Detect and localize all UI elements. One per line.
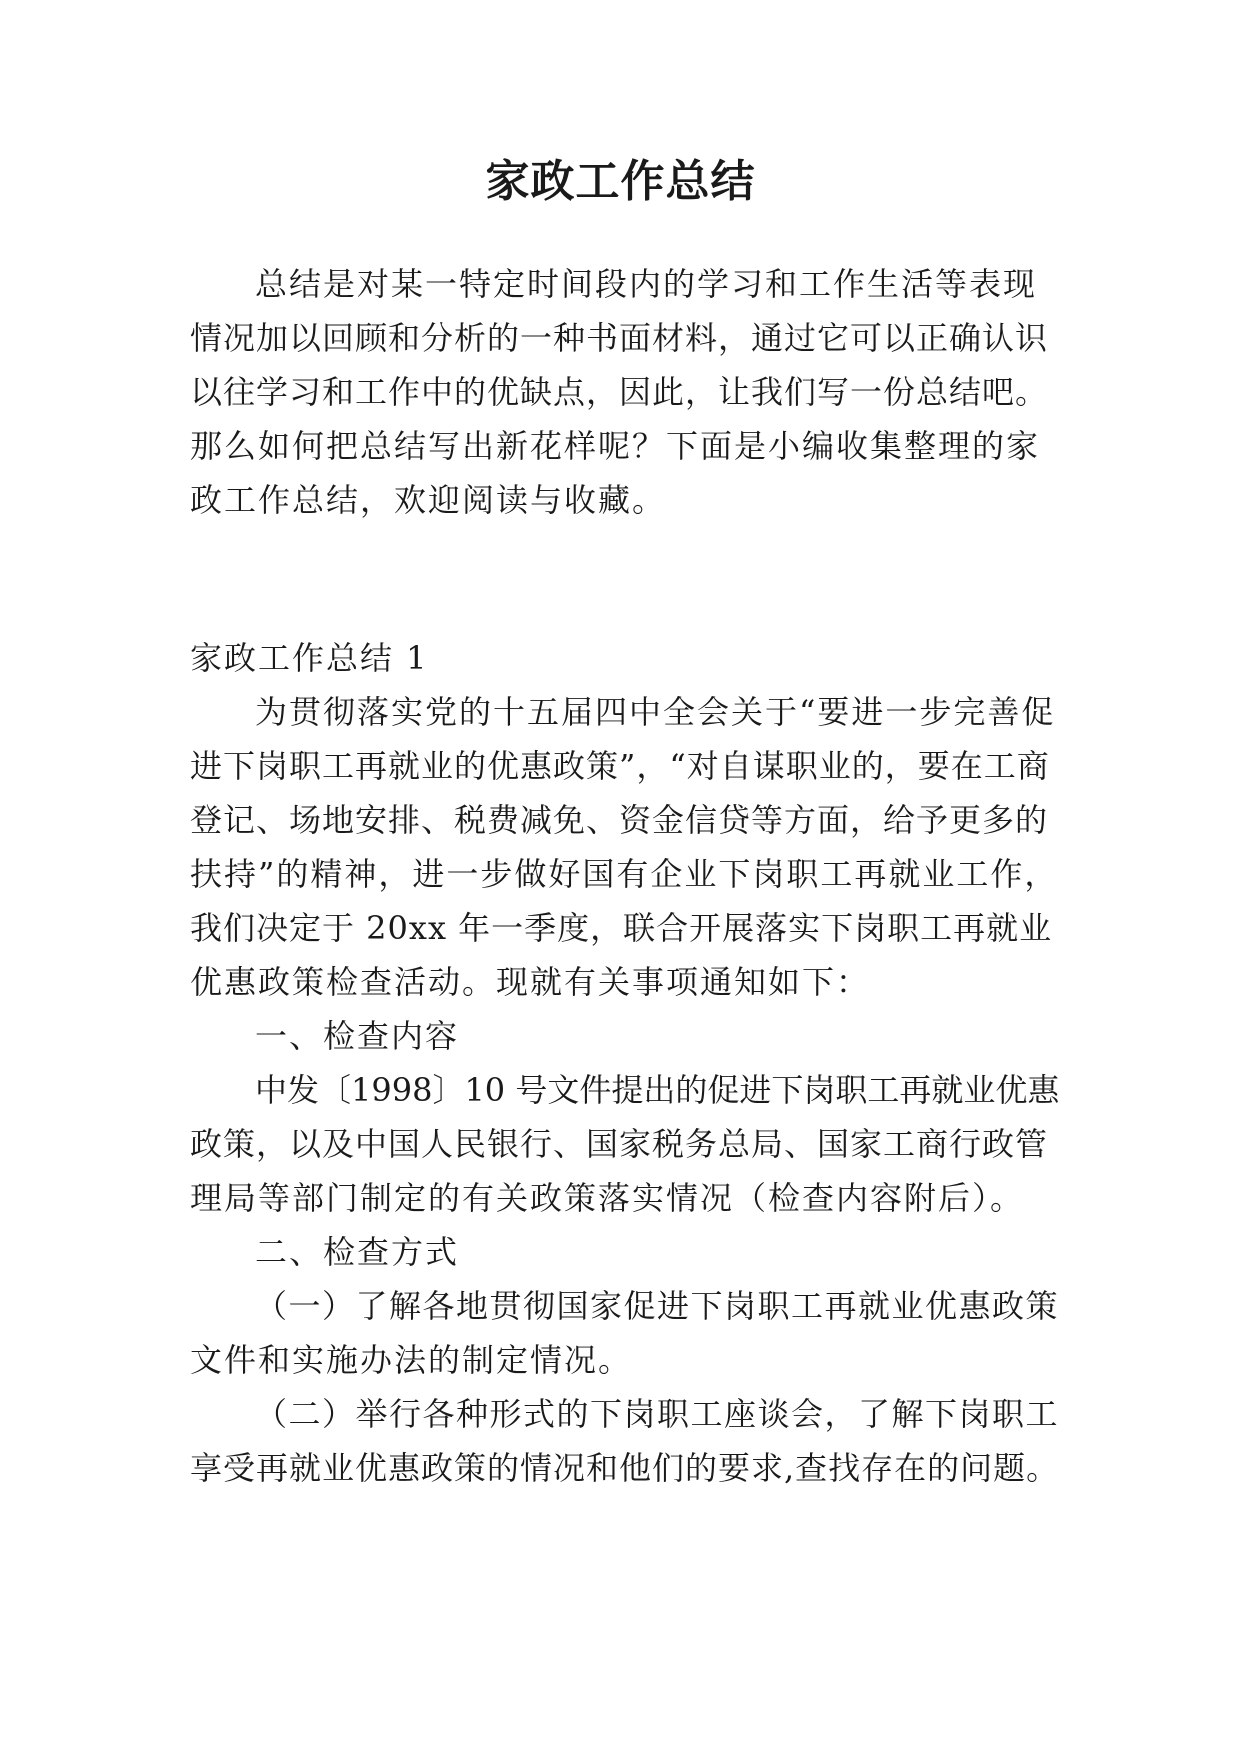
intro-line: 以往学习和工作中的优缺点，因此，让我们写一份总结吧。 xyxy=(190,373,1049,411)
intro-line: 政工作总结，欢迎阅读与收藏。 xyxy=(190,481,667,519)
body-line: （一）了解各地贯彻国家促进下岗职工再就业优惠政策 xyxy=(255,1287,1060,1325)
intro-line: 那么如何把总结写出新花样呢？下面是小编收集整理的家 xyxy=(190,427,1041,465)
section-heading: 家政工作总结 1 xyxy=(190,639,429,677)
body-line: （二）举行各种形式的下岗职工座谈会，了解下岗职工 xyxy=(255,1395,1060,1433)
body-line: 扶持”的精神，进一步做好国有企业下岗职工再就业工作， xyxy=(190,855,1059,893)
intro-line: 情况加以回顾和分析的一种书面材料，通过它可以正确认识 xyxy=(190,319,1049,357)
body-line: 政策，以及中国人民银行、国家税务总局、国家工商行政管 xyxy=(190,1125,1049,1163)
body-line: 享受再就业优惠政策的情况和他们的要求,查找存在的问题。 xyxy=(190,1449,1060,1487)
body-line: 优惠政策检查活动。现就有关事项通知如下： xyxy=(190,963,871,1001)
document-title: 家政工作总结 xyxy=(485,156,756,207)
intro-line: 总结是对某一特定时间段内的学习和工作生活等表现 xyxy=(255,265,1038,303)
body-line: 进下岗职工再就业的优惠政策”，“对自谋职业的，要在工商 xyxy=(190,747,1050,785)
body-line: 登记、场地安排、税费减免、资金信贷等方面，给予更多的 xyxy=(190,801,1049,839)
subheading-inspection-content: 一、检查内容 xyxy=(255,1017,460,1055)
body-line: 我们决定于 20xx 年一季度，联合开展落实下岗职工再就业 xyxy=(190,909,1053,947)
body-line: 中发〔1998〕10 号文件提出的促进下岗职工再就业优惠 xyxy=(255,1071,1060,1109)
body-line: 文件和实施办法的制定情况。 xyxy=(190,1341,633,1379)
body-line: 为贯彻落实党的十五届四中全会关于“要进一步完善促 xyxy=(255,693,1056,731)
body-line: 理局等部门制定的有关政策落实情况（检查内容附后）。 xyxy=(190,1179,1025,1217)
subheading-inspection-method: 二、检查方式 xyxy=(255,1233,460,1271)
